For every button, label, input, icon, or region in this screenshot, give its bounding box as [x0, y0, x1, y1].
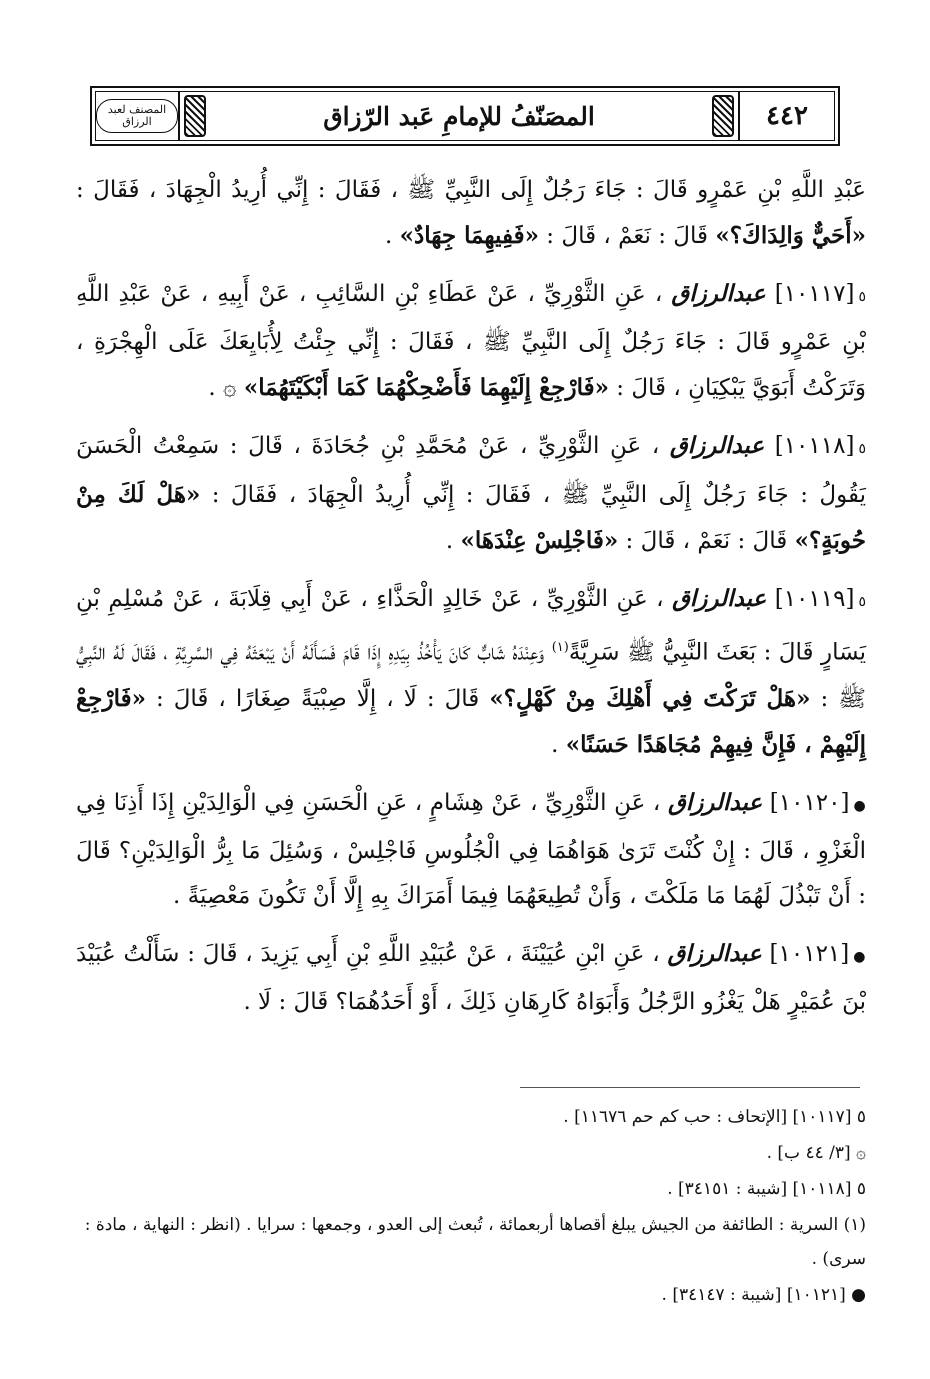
hadith-text: قَالَ : نَعَمْ ، قَالَ :: [618, 528, 795, 554]
hadith-text: قَالَ : نَعَمْ ، قَالَ :: [538, 223, 716, 249]
page-header: [90, 86, 840, 146]
hadith-author: عبدالرزاق: [671, 280, 766, 307]
footnote-divider: [520, 1087, 860, 1088]
footnote-marker[interactable]: (١): [551, 640, 569, 655]
hadith-author: عبدالرزاق: [672, 585, 767, 612]
hadith-number: [١٠١٢٠]: [769, 789, 850, 816]
hadith-number: [١٠١١٨]: [774, 433, 855, 459]
hadith-paragraph: [76, 576, 866, 768]
marker-icon: ٥: [858, 594, 866, 610]
marker-icon: ٥: [858, 441, 866, 457]
hadith-author: عبدالرزاق: [669, 432, 765, 459]
hadith-text: وَعِنْدَهُ شَابٌّ كَانَ يَأْخُذُ بِيَدِهِ إِذَا قَامَ فَسَأَلَهُ أَنْ يَبْعَثَهُ فِي السَّرِيَّةِ ، فَقَالَ لَهُ النَّبِيُّ ﷺ :: [76, 639, 867, 712]
hadith-quote: «أَحَيٌّ وَالِدَاكَ؟»: [715, 222, 866, 249]
hadith-author: عبدالرزاق: [667, 939, 762, 967]
hadith-end: .: [445, 528, 461, 554]
marker-icon: ●: [853, 948, 867, 965]
footnotes: [76, 1100, 866, 1314]
hadith-end: ۞ .: [208, 375, 244, 401]
hadith-text: قَالَ : لَا ، إِلَّا صِبْيَةً صِغَارًا ، قَالَ :: [145, 685, 490, 712]
hadith-number: [١٠١١٩]: [774, 586, 855, 612]
hadith-paragraph: [76, 168, 866, 259]
book-title: المصَنّفُ للإمامِ عَبد الرّزاق: [323, 101, 595, 131]
footnote-item: (١) السرية : الطائفة من الجيش يبلغ أقصاها أربعمائة ، تُبعث إلى العدو ، وجمعها : سرايا . (انظر : النهاية ، مادة : سرى) .: [84, 1215, 866, 1269]
hadith-paragraph: [76, 780, 866, 919]
marker-icon: ٥: [858, 289, 866, 305]
header-frame: [95, 91, 835, 141]
hadith-author: عبدالرزاق: [667, 788, 763, 816]
hadith-paragraph: [76, 271, 866, 411]
hadith-quote: «فَفِيهِمَا جِهَادٌ»: [399, 222, 539, 249]
header-page-number-cell: [738, 92, 834, 140]
header-seal-cell: [96, 92, 180, 140]
hadith-quote: «فَاجْلِسْ عِنْدَهَا»: [460, 527, 619, 554]
hadith-quote: «هَلْ تَرَكْتَ فِي أَهْلِكَ مِنْ كَهْلٍ؟»: [489, 684, 811, 712]
hadith-quote: «فَارْجِعْ إِلَيْهِمْ ، فَإِنَّ فِيهِمْ مُجَاهَدًا حَسَنًا»: [76, 684, 866, 758]
header-title-cell: [210, 92, 708, 140]
main-text: [76, 168, 866, 1037]
footnote-item: ● [١٠١٢١] [شيبة : ٣٤١٤٧] .: [661, 1285, 866, 1305]
hadith-paragraph: [76, 423, 866, 564]
footnote-item: ٥ [١٠١١٨] [شيبة : ٣٤١٥١] .: [667, 1179, 866, 1199]
hadith-end: .: [385, 223, 400, 249]
hadith-number: [١٠١٢١]: [769, 940, 850, 967]
hadith-text: عَبْدِ اللَّهِ بْنِ عَمْرٍو قَالَ : جَاءَ رَجُلٌ إِلَى النَّبِيِّ ﷺ ، فَقَالَ : إِنِّي أُرِيدُ الْجِهَادَ ، فَقَالَ :: [76, 177, 866, 203]
hadith-text: ، عَنِ الثَّوْرِيِّ ، عَنْ عَطَاءِ بْنِ السَّائِبِ ، عَنْ أَبِيهِ ، عَنْ عَبْدِ اللَّهِ بْنِ عَمْرٍو قَالَ : جَاءَ رَجُلٌ إِلَى النَّبِيِّ ﷺ ، فَقَالَ : إِنِّي جِئْتُ لِأُبَايِعَكَ عَلَى الْهِجْرَةِ ، وَتَرَكْتُ أَبَوَيَّ يَبْكِيَانِ ، قَالَ :: [76, 281, 866, 401]
page-number: ٤٤٢: [766, 101, 808, 131]
hadith-text: ، عَنِ الثَّوْرِيِّ ، عَنْ مُحَمَّدِ بْنِ جُحَادَةَ ، قَالَ : سَمِعْتُ الْحَسَنَ يَقُولُ : جَاءَ رَجُلٌ إِلَى النَّبِيِّ ﷺ ، فَقَالَ : إِنِّي أُرِيدُ الْجِهَادَ ، فَقَالَ :: [76, 433, 866, 508]
footnote-item: ٥ [١٠١١٧] [الإتحاف : حب كم حم ١١٦٧٦] .: [563, 1107, 866, 1127]
hadith-quote: «فَارْجِعْ إِلَيْهِمَا فَأَضْحِكْهُمَا كَمَا أَبْكَيْتَهُمَا»: [243, 374, 609, 401]
hadith-number: [١٠١١٧]: [774, 281, 855, 307]
footnote-item: ۞ [٣/ ٤٤ ب] .: [766, 1143, 866, 1163]
ornament-icon: [712, 95, 734, 137]
hadith-text: ، عَنِ ابْنِ عُيَيْنَةَ ، عَنْ عُبَيْدِ اللَّهِ بْنِ أَبِي يَزِيدَ ، قَالَ : سَأَلْتُ عُبَيْدَ بْنَ عُمَيْرٍ هَلْ يَغْزُو الرَّجُلُ وَأَبَوَاهُ كَارِهَانِ ذَلِكَ ، أَوْ أَحَدُهُمَا؟ قَالَ : لَا .: [76, 940, 866, 1015]
hadith-end: .: [551, 731, 566, 758]
hadith-paragraph: [76, 931, 866, 1025]
marker-icon: ●: [853, 797, 867, 814]
hadith-text: ، عَنِ الثَّوْرِيِّ ، عَنْ خَالِدٍ الْحَذَّاءِ ، عَنْ أَبِي قِلَابَةَ ، عَنْ مُسْلِمِ بْنِ يَسَارٍ قَالَ : بَعَثَ النَّبِيُّ ﷺ سَرِيَّةً: [76, 586, 866, 666]
hadith-quote: «هَلْ لَكَ مِنْ حُوبَةٍ؟»: [76, 481, 866, 554]
header-seal: المصنف لعبد الرزاق: [96, 99, 178, 133]
ornament-icon: [184, 95, 206, 137]
hadith-text: ، عَنِ الثَّوْرِيِّ ، عَنْ هِشَامٍ ، عَنِ الْحَسَنِ فِي الْوَالِدَيْنِ إِذَا أَذِنَا فِي الْغَزْوِ ، قَالَ : إِنْ كُنْتَ تَرَىٰ هَوَاهُمَا فِي الْجُلُوسِ فَاجْلِسْ ، وَسُئِلَ مَا بِرُّ الْوَالِدَيْنِ؟ قَالَ : أَنْ تَبْذُلَ لَهُمَا مَا مَلَكْتَ ، وَأَنْ تُطِيعَهُمَا فِيمَا أَمَرَاكَ بِهِ إِلَّا أَنْ تَكُونَ مَعْصِيَةً .: [76, 789, 866, 909]
